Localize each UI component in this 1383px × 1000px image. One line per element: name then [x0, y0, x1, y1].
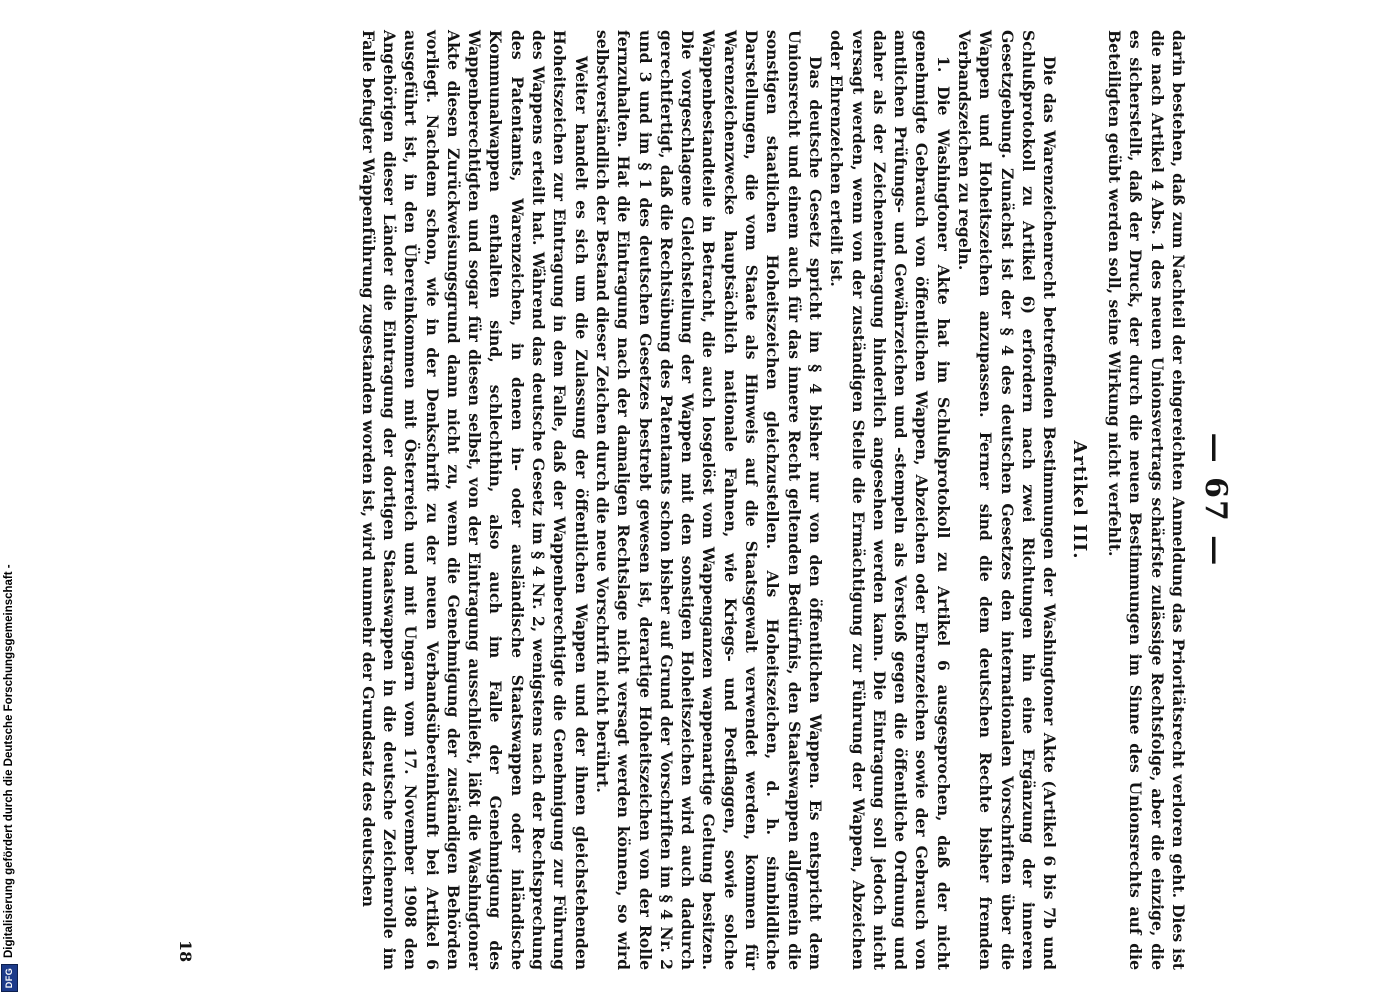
paragraph-1: Die das Warenzeichenrecht betreffenden Bestimmungen der Washingtoner Akte (Artikel 6 bis 7b und Schlußprotokoll zu Artikel 6) erfordern nach zwei Richtungen hin eine Ergänzung der inneren Gesetzgebung. Zunächst ist der § 4 des deutschen Gesetzes den internationalen Vorschriften über die Wappen und Hoheitszeichen anzupassen. Ferner sind die dem deutschen Rechte bisher fremden Verbandszeichen zu regeln.	[955, 30, 1060, 970]
paragraph-4: Weiter handelt es sich um die Zulassung der öffentlichen Wappen und der ihnen gleichstehenden Hoheitszeichen zur Eintragung in dem Falle, daß der Wappenberechtigte die Genehmigung zur Führung des Wappens erteilt hat. Während das deutsche Gesetz im § 4 Nr. 2, wenigstens nach der Rechtsprechung des Patentamts, Warenzeichen, in denen in- oder ausländische Staatswappen oder inländische Kommunalwappen enthalten sind, schlechthin, also auch im Falle der Genehmigung des Wappenberechtigten und sogar für diesen selbst, von der Eintragung ausschließt, läßt die Washingtoner Akte diesen Zurückweisungsgrund dann nicht zu, wenn die Genehmigung der zuständigen Behörden vorliegt. Nachdem schon, wie in der Denkschrift zu der neuen Verbandsübereinkunft bei Artikel 6 ausgeführt ist, in den Übereinkommen mit Österreich und mit Ungarn vom 17. November 1908 den Angehörigen dieser Länder die Eintragung der dortigen Staatswappen in die deutsche Zeichenrolle im Falle befugter Wappenführung zugestanden worden ist, wird nunmehr der Grundsatz des deutschen	[358, 30, 591, 970]
dfg-logo-icon: DFG	[1, 964, 18, 992]
paragraph-continuation: darin bestehen, daß zum Nachteil der eingereichten Anmeldung das Prioritätsrecht verloren geht. Dies ist die nach Artikel 4 Abs. 1 des neuen Unionsvertrags schärfste zulässige Rechtsfolge, aber die einzige, die es sicherstellt, daß der Druck, der durch die neuen Bestimmungen im Sinne des Unionsrechts auf die Beteiligten geübt werden soll, seine Wirkung nicht verfehlt.	[1105, 30, 1188, 970]
signature-mark: 18	[176, 940, 195, 963]
section-heading: Artikel III.	[1068, 440, 1090, 560]
digitization-credit	[0, 0, 18, 1000]
page-number: — 67 —	[1198, 432, 1233, 568]
paragraph-3: Das deutsche Gesetz spricht im § 4 bisher nur von den öffentlichen Wappen. Es entspricht dem Unionsrecht und einem auch für das innere Recht geltenden Bedürfnis, den Staatswappen allgemein die sonstigen staatlichen Hoheitszeichen gleichzustellen. Als Hoheitszeichen, d. h. sinnbildliche Darstellungen, die vom Staate als Hinweis auf die Staatsgewalt verwendet werden, kommen für Warenzeichenzwecke hauptsächlich nationale Fahnen, wie Kriegs- und Postflaggen, sowie solche Wappenbestandteile in Betracht, die auch losgelöst vom Wappenganzen wappenartige Geltung besitzen. Die vorgeschlagene Gleichstellung der Wappen mit den sonstigen Hoheitszeichen wird auch dadurch gerechtfertigt, daß die Rechtsübung des Patentamts schon bisher auf Grund der Vorschriften im § 4 Nr. 2 und 3 und im § 1 des deutschen Gesetzes bestrebt gewesen ist, derartige Hoheitszeichen von der Rolle fernzuhalten. Hat die Eintragung nach der damaligen Rechtslage nicht versagt werden können, so wird selbstverständlich der Bestand dieser Zeichen durch die neue Vorschrift nicht berührt.	[592, 30, 825, 970]
paragraph-2: 1. Die Washingtoner Akte hat im Schlußprotokoll zu Artikel 6 ausgesprochen, daß der nicht genehmigte Gebrauch von öffentlichen Wappen, Abzeichen oder Ehrenzeichen sowie der Gebrauch von amtlichen Prüfungs- und Gewährzeichen und -stempeln als Verstoß gegen die öffentliche Ordnung und daher als der Zeicheneintragung hinderlich angesehen werden kann. Die Eintragung soll jedoch nicht versagt werden, wenn von der zuständigen Stelle die Ermächtigung zur Führung der Wappen, Abzeichen oder Ehrenzeichen erteilt ist.	[827, 30, 953, 970]
rotated-document-page	[146, 0, 1256, 1000]
credit-text: Digitalisierung gefördert durch die Deutsche Forschungsgemeinschaft -	[3, 564, 15, 958]
